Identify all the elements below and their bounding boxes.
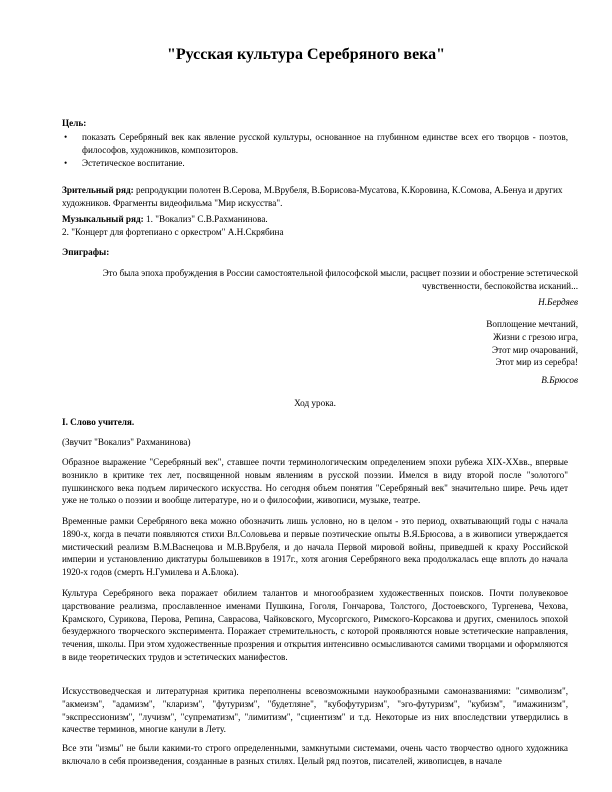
lesson-note: (Звучит "Вокализ" Рахманинова) xyxy=(62,437,191,447)
lesson-paragraph-5: Все эти "измы" не были какими-то строго определенными, замкнутыми системами, очень часто творчество одного художника включало в себя произведения, созданные в разных стилях. Целый ряд поэтов, писателей, живописцев, в начале xyxy=(62,743,568,766)
visual-text: репродукции полотен В.Серова, М.Врубеля, В.Борисова-Мусатова, К.Коровина, К.Сомова, А.Бенуа и других художников. Фрагменты видеофильма "Мир искусства". xyxy=(62,185,563,208)
epigraph-quote-1: Это была эпоха пробуждения в России самостоятельной философской мысли, расцвет поэзии и обострение эстетической чувственности, беспокойства исканий... xyxy=(102,268,578,291)
lesson-paragraph-3: Культура Серебряного века поражает обилием талантов и многообразием художественных поисков. Почти полувековое царствование реализма, прославленное именами Пушкина, Гоголя, Гончарова, Толстого, Достоевского, Тургенева, Чехова, Крамского, Сурикова, Перова, Репина, Саврасова, Чайковского, Мусоргского, Римского-Корсакова и других, сменилось эпохой безудержного творческого эксперимента. Поражает стремительность, с которой проявляются новые эстетические направления, течения, школы. При этом художественные прозрения и открытия интенсивно осмысливаются самими творцами и оформляются в виде теоретических трудов и эстетических манифестов. xyxy=(62,588,568,662)
music-section xyxy=(62,213,568,239)
goal-item-text: Эстетическое воспитание. xyxy=(82,157,185,168)
goal-section xyxy=(62,117,568,130)
document-title: "Русская культура Серебряного века" xyxy=(166,46,446,63)
goal-item xyxy=(62,157,568,170)
visual-label: Зрительный ряд: xyxy=(62,185,134,195)
bullet-icon: • xyxy=(64,132,68,142)
music-line-2: 2. "Концерт для фортепиано с оркестром" А.Н.Скрябина xyxy=(62,226,284,237)
goal-item xyxy=(62,131,568,157)
epigraph-author-2: В.Брюсов xyxy=(541,375,578,385)
lesson-paragraph-2: Временные рамки Серебряного века можно обозначить лишь условно, но в целом - это период, охватывающий годы с начала 1890-х, когда в печати появляются стихи Вл.Соловьева и первые поэтические опыты В.Я.Брюсова, а в живописи утверждается мистический реализм В.М.Васнецова и М.В.Врубеля, и до начала Первой мировой войны, приведшей к краху Российской империи и установлению диктатуры большевиков в 1917г., хотя агония Серебряного века продолжалась еще вплоть до начала 1920-х годов (смерть Н.Гумилева и А.Блока). xyxy=(62,516,568,578)
epigraph-author-1: Н.Бердяев xyxy=(538,297,578,307)
lesson-paragraph-1: Образное выражение "Серебряный век", ставшее почти терминологическим определением эпохи рубежа XIX-XXвв., впервые возникло в критике тех лет, посвященной новым явлениям в русской поэзии. Имелся в виду второй после "золотого" пушкинского века подъем лирического искусства. Но сегодня объем понятия "Серебряный век" значительно шире. Речь идет уже не только о поэзии и вообще литературе, но и о философии, живописи, музыке, театре. xyxy=(62,457,568,506)
poem-line: Этот мир из серебра! xyxy=(495,357,578,368)
music-line-1: 1. "Вокализ" С.В.Рахманинова. xyxy=(143,214,268,224)
poem-line: Этот мир очарований, xyxy=(492,344,578,355)
bullet-icon: • xyxy=(64,157,68,168)
poem-line: Жизни с грезою игра, xyxy=(493,331,578,342)
epigraph-poem xyxy=(72,318,578,369)
lesson-paragraph-4: Искусствоведческая и литературная критика переполнены всевозможными наукообразными самоназваниями: "символизм", "акмеизм", "адамизм", "кларизм", "футуризм", "будетляне", "кубофутуризм", "эго-футуризм", "кубизм", "имажинизм", "экспрессионизм", "лучизм", "супрематизм", "лимитизм", "сциентизм" и т.д. Некоторые из них впоследствии утвердились в качестве терминов, многие канули в Лету. xyxy=(62,686,568,735)
goal-label: Цель: xyxy=(62,118,87,128)
goal-list xyxy=(62,131,568,169)
lesson-heading: Ход урока. xyxy=(294,398,336,408)
visual-section xyxy=(62,184,568,210)
lesson-section-title: I. Слово учителя. xyxy=(62,417,135,427)
epigraphs-section xyxy=(62,246,568,259)
poem-line: Воплощение мечтаний, xyxy=(486,319,578,329)
music-label: Музыкальный ряд: xyxy=(62,214,144,224)
goal-item-text: показать Серебряный век как явление русской культуры, основанное на глубинном единстве всех его творцов - поэтов, философов, художников, композиторов. xyxy=(82,132,568,155)
epigraphs-label: Эпиграфы: xyxy=(62,247,110,257)
